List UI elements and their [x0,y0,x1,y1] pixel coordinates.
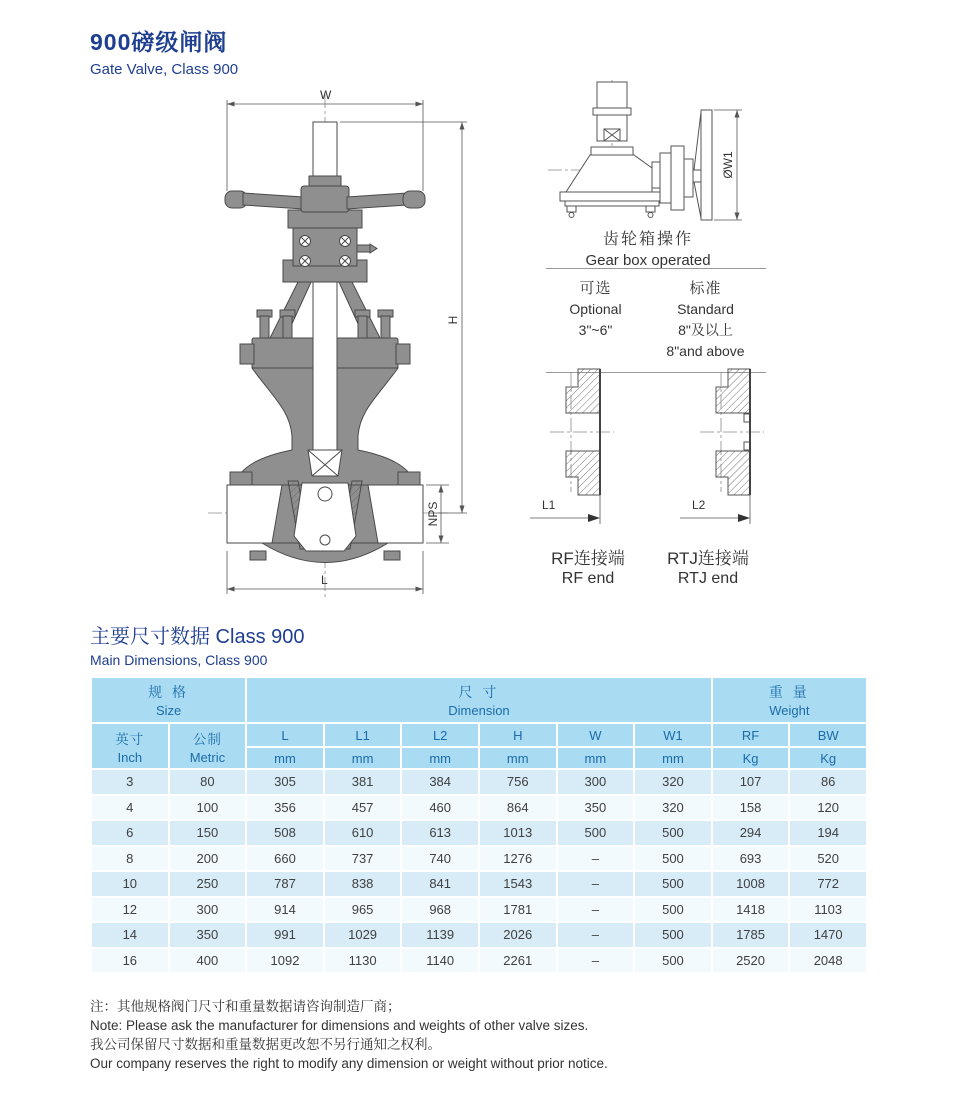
table-cell: 500 [634,846,712,872]
page-title: 900磅级闸阀 [90,29,228,55]
table-group-header-row [91,677,867,723]
gate-wedge [288,481,362,551]
dim-label-w1: ØW1 [721,151,735,179]
notes [90,997,608,1073]
table-cell: 991 [246,922,324,948]
table-cell: 968 [401,897,479,923]
table-cell: 194 [789,820,867,846]
table-cell: 356 [246,795,324,821]
gearbox-caption [528,226,768,269]
unit-H: mm [479,747,557,769]
table-cell: 500 [634,948,712,974]
gearbox-caption-zh: 齿轮箱操作 [602,231,693,248]
gearbox-handwheel-rim [701,110,712,220]
table-cell: 2520 [712,948,790,974]
table-row [91,795,867,821]
table-cell: 740 [401,846,479,872]
dim-label-w: W [320,88,332,102]
col-header-inch: 英寸 Inch [91,723,169,769]
note-line: Our company reserves the right to modify any dimension or weight without prior notice. [90,1056,608,1071]
table-subheader-row [91,723,867,747]
table-cell: 1130 [324,948,402,974]
rf-end-label: RF连接端 RF end [551,549,625,587]
table-cell: 8 [91,846,169,872]
table-cell: 158 [712,795,790,821]
col-header-H: H [479,723,557,747]
standard-size-range-zh: 8"及以上 [678,322,733,338]
dim-label-l2: L2 [692,498,706,512]
table-cell: 1008 [712,871,790,897]
table-cell: – [557,922,635,948]
table-cell: 737 [324,846,402,872]
optional-label-en: Optional [569,301,622,317]
table-cell: 250 [169,871,247,897]
table-cell: 1092 [246,948,324,974]
handwheel [225,176,425,212]
table-cell: 320 [634,795,712,821]
table-cell: 2048 [789,948,867,974]
dimensions-table [90,676,868,974]
col-header-L2: L2 [401,723,479,747]
standard-label-zh: 标准 [689,280,722,297]
unit-W: mm [557,747,635,769]
table-cell: 320 [634,769,712,795]
table-cell: 500 [557,820,635,846]
standard-label-en: Standard [677,301,734,317]
table-cell: 300 [169,897,247,923]
table-row [91,948,867,974]
table-cell: 4 [91,795,169,821]
table-cell: 300 [557,769,635,795]
table-cell: 3 [91,769,169,795]
table-cell: 965 [324,897,402,923]
table-cell: 2261 [479,948,557,974]
dim-label-l: L [321,573,328,587]
table-cell: 10 [91,871,169,897]
table-cell: 350 [557,795,635,821]
col-header-W: W [557,723,635,747]
col-group-dimension: 尺 寸 Dimension [246,677,712,723]
table-cell: 500 [634,897,712,923]
gearbox-drawing [538,78,763,228]
unit-BW: Kg [789,747,867,769]
col-header-BW: BW [789,723,867,747]
gearbox-caption-en: Gear box operated [585,252,711,269]
standard-size-range-en: 8"and above [666,343,745,359]
table-cell: 200 [169,846,247,872]
rtj-end-label: RTJ连接端 RTJ end [667,549,749,587]
flange-labels [528,544,768,588]
dimension-w1 [714,110,742,220]
table-cell: 6 [91,820,169,846]
page-subtitle: Gate Valve, Class 900 [90,61,239,78]
table-cell: 1543 [479,871,557,897]
table-row [91,871,867,897]
header [90,24,238,78]
table-cell: 914 [246,897,324,923]
table-cell: 86 [789,769,867,795]
table-body [91,769,867,973]
table-cell: 841 [401,871,479,897]
optional-label-zh: 可选 [579,280,612,297]
table-cell: 381 [324,769,402,795]
table-cell: 1013 [479,820,557,846]
dimension-nps [426,485,449,543]
section-header [90,620,305,668]
table-cell: 14 [91,922,169,948]
table-cell: 1103 [789,897,867,923]
table-cell: 660 [246,846,324,872]
table-cell: 294 [712,820,790,846]
rtj-flange-section [680,369,764,524]
unit-W1: mm [634,747,712,769]
col-group-size: 规 格 Size [91,677,246,723]
table-cell: 12 [91,897,169,923]
table-cell: 1139 [401,922,479,948]
table-cell: 772 [789,871,867,897]
table-cell: 1029 [324,922,402,948]
table-cell: 756 [479,769,557,795]
table-cell: 610 [324,820,402,846]
table-cell: – [557,846,635,872]
stuffing-box [283,226,377,282]
table-cell: 2026 [479,922,557,948]
rf-flange-section [530,369,614,524]
flange-ends-drawing [528,364,772,532]
table-cell: 350 [169,922,247,948]
table-cell: 1418 [712,897,790,923]
table-row [91,922,867,948]
table-cell: 613 [401,820,479,846]
yoke-sleeve [288,210,362,228]
table-cell: 1276 [479,846,557,872]
gearbox-housing [566,155,652,192]
unit-RF: Kg [712,747,790,769]
table-cell: 1785 [712,922,790,948]
optional-size-range: 3"~6" [578,322,613,338]
table-cell: 80 [169,769,247,795]
dim-label-nps: NPS [426,501,440,527]
optional-column [546,278,645,362]
dim-label-h: H [446,315,460,325]
table-row [91,846,867,872]
table-cell: 1781 [479,897,557,923]
col-group-weight: 重 量 Weight [712,677,867,723]
table-cell: 838 [324,871,402,897]
table-cell: 305 [246,769,324,795]
col-header-L1: L1 [324,723,402,747]
col-header-W1: W1 [634,723,712,747]
standard-column [645,278,766,362]
unit-L2: mm [401,747,479,769]
table-cell: 150 [169,820,247,846]
note-line: 我公司保留尺寸数据和重量数据更改恕不另行通知之权利。 [90,1037,441,1052]
note-line: 注：其他规格阀门尺寸和重量数据请咨询制造厂商； [90,999,401,1014]
table-cell: 457 [324,795,402,821]
section-title-en: Main Dimensions, Class 900 [90,652,268,668]
col-header-RF: RF [712,723,790,747]
unit-L1: mm [324,747,402,769]
table-row [91,769,867,795]
table-cell: 107 [712,769,790,795]
table-cell: 1470 [789,922,867,948]
table-cell: 520 [789,846,867,872]
table-cell: 500 [634,922,712,948]
col-header-metric: 公制 Metric [169,723,247,769]
table-row [91,820,867,846]
table-cell: 864 [479,795,557,821]
table-cell: 787 [246,871,324,897]
table-cell: 460 [401,795,479,821]
table-cell: – [557,897,635,923]
table-cell: 100 [169,795,247,821]
table-cell: 500 [634,820,712,846]
table-cell: 400 [169,948,247,974]
table-cell: 500 [634,871,712,897]
note-line: Note: Please ask the manufacturer for dimensions and weights of other valve sizes. [90,1018,589,1033]
table-cell: 693 [712,846,790,872]
table-cell: 16 [91,948,169,974]
stem-connector [308,450,342,476]
section-title-zh: 主要尺寸数据 Class 900 [90,626,305,648]
table-cell: – [557,948,635,974]
table-row [91,897,867,923]
table-cell: – [557,871,635,897]
table-cell: 120 [789,795,867,821]
col-header-L: L [246,723,324,747]
table-cell: 1140 [401,948,479,974]
unit-L: mm [246,747,324,769]
table-cell: 508 [246,820,324,846]
table-cell: 384 [401,769,479,795]
valve-stem [313,122,337,452]
dim-label-l1: L1 [542,498,556,512]
gate-valve-section-drawing [120,88,510,603]
operation-options-panel [546,268,766,373]
